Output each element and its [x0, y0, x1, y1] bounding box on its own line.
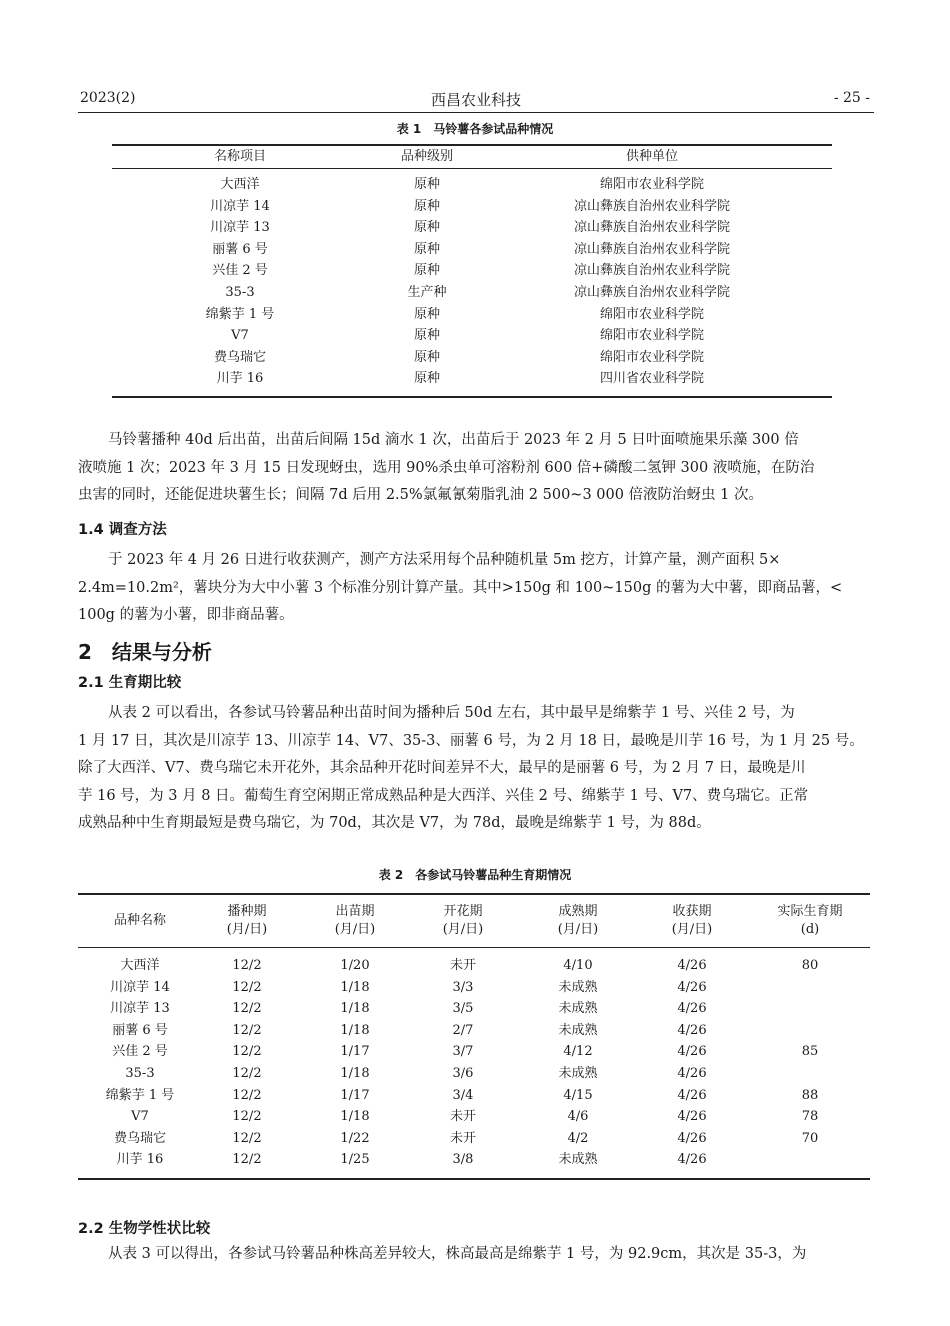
table1-cell: 原种: [413, 177, 440, 192]
table2-cell: 4/26: [677, 1130, 707, 1146]
table2-cell: 4/26: [677, 1044, 707, 1060]
table1-cell: 原种: [413, 349, 440, 365]
table1-cell: 35-3: [225, 285, 255, 300]
table2-cell: 4/26: [677, 1066, 707, 1081]
table2-cell: 4/26: [677, 1109, 707, 1125]
table2-cell: 3/6: [452, 1066, 474, 1081]
table2-cell: 未开: [449, 1109, 476, 1125]
text-line: [78, 548, 878, 569]
table2-cell: 4/26: [677, 1152, 707, 1168]
table1-cell: 原种: [413, 328, 440, 344]
table1-cell: 原种: [413, 241, 440, 257]
table2-cell: 3/8: [452, 1152, 474, 1168]
table2-cell: 丽薯 6 号: [112, 1022, 168, 1038]
table2-cell: 大西洋: [120, 958, 160, 973]
issue-number: 2023(2): [80, 90, 136, 106]
table2-top-rule: [78, 893, 870, 895]
text-line: [78, 811, 878, 832]
table2-cell: 12/2: [232, 1109, 262, 1125]
section-2-2-heading: 2.2 生物学性状比较: [78, 1221, 211, 1237]
table2-cell: 4/26: [677, 1001, 707, 1017]
table2-cell: 兴佳 2 号: [112, 1044, 168, 1060]
table1-cell: V7: [231, 328, 249, 344]
text-line-content: 100g 的薯为小薯，即非商品薯。: [78, 607, 294, 623]
table2-cell: 12/2: [232, 1087, 262, 1103]
table1-cell: 凉山彝族自治州农业科学院: [573, 198, 730, 214]
paragraph-plant-height: [78, 1242, 878, 1263]
table2-cell: 川凉芋 14: [110, 979, 170, 995]
table1-bottom-rule: [112, 396, 832, 398]
table2-cell: 未成熟: [558, 979, 598, 995]
table2-cell: 12/2: [232, 1152, 262, 1168]
table2-cell: 85: [801, 1044, 819, 1060]
table2-column-unit: (月/日): [557, 922, 599, 937]
table1-column-header: 名称项目: [213, 149, 266, 164]
text-line-content: 成熟品种中生育期最短是费乌瑞它，为 70d，其次是 V7，为 78d，最晚是绵紫芋 1 号，为 88d。: [78, 815, 711, 831]
table2-cell: 12/2: [232, 1066, 262, 1081]
table2-cell: 1/18: [340, 1022, 370, 1038]
text-line-content: 1 月 17 日，其次是川凉芋 13、川凉芋 14、V7、35-3、丽薯 6 号，为 2 月 18 日，最晚是川芋 16 号，为 1 月 25 号。: [78, 732, 864, 749]
table2-cell: 未开: [449, 1130, 476, 1146]
table2-cell: 2/7: [452, 1022, 474, 1038]
table1-top-rule: [112, 144, 832, 146]
table2-column-header: 开花期: [443, 904, 483, 919]
table2-cell: 4/12: [563, 1044, 593, 1060]
table1-cell: 川凉芋 13: [210, 220, 270, 236]
table2-column-unit: (月/日): [442, 922, 484, 937]
section-1-4-heading: 1.4 调查方法: [78, 522, 167, 538]
table1-column-header: 供种单位: [625, 149, 678, 164]
text-line: [78, 756, 878, 777]
table2-cell: 12/2: [232, 1130, 262, 1146]
table2-cell: 12/2: [232, 1022, 262, 1038]
table2-column-header: 品种名称: [113, 913, 166, 928]
journal-title: 西昌农业科技: [430, 91, 521, 109]
text-line-content: 除了大西洋、V7、费乌瑞它未开花外，其余品种开花时间差异不大，最早的是丽薯 6 号，为 2 月 7 日，最晚是川: [78, 760, 806, 776]
table2-cell: 1/17: [340, 1044, 370, 1060]
table2-cell: V7: [131, 1109, 149, 1125]
paragraph-plant-height-text: 从表 3 可以得出，各参试马铃薯品种株高差异较大，株高最高是绵紫芋 1 号，为 92.9cm，其次是 35-3，为: [108, 1246, 807, 1262]
table1-cell: 绵紫芋 1 号: [205, 306, 275, 322]
table1-header-rule: [112, 168, 832, 169]
table2-cell: 1/18: [340, 1066, 370, 1081]
table2-cell: 未开: [449, 958, 476, 973]
text-line: [78, 784, 878, 805]
table2-cell: 未成熟: [558, 1152, 598, 1168]
table2-column-header: 实际生育期: [777, 904, 843, 919]
table2-cell: 费乌瑞它: [113, 1130, 166, 1146]
page-number: - 25 -: [833, 90, 870, 106]
table2-caption: 表 2 各参试马铃薯品种生育期情况: [378, 868, 572, 882]
table1-cell: 生产种: [407, 285, 447, 300]
table2-column-unit: (月/日): [334, 922, 376, 937]
text-line: [78, 701, 878, 722]
table1-cell: 费乌瑞它: [213, 349, 266, 365]
table2-cell: 4/6: [567, 1109, 589, 1125]
table1-cell: 凉山彝族自治州农业科学院: [573, 220, 730, 236]
table1-cell: 绵阳市农业科学院: [599, 306, 704, 322]
table2-cell: 3/7: [452, 1044, 474, 1060]
section-2-1-heading: 2.1 生育期比较: [78, 675, 182, 691]
text-line: [78, 456, 878, 477]
table2-cell: 12/2: [232, 958, 262, 973]
section-2-heading: 2 结果与分析: [78, 640, 212, 664]
table2-cell: 12/2: [232, 1001, 262, 1017]
text-line-content: 从表 2 可以看出，各参试马铃薯品种出苗时间为播种后 50d 左右，其中最早是绵紫芋 1 号、兴佳 2 号，为: [108, 705, 795, 721]
table1-cell: 原种: [413, 220, 440, 236]
table2-bottom-rule: [78, 1178, 870, 1180]
table2-cell: 1/18: [340, 1109, 370, 1125]
table2-cell: 1/18: [340, 979, 370, 995]
table2-cell: 4/26: [677, 958, 707, 973]
text-line: [78, 428, 878, 449]
table2-cell: 1/25: [340, 1152, 370, 1168]
table1-cell: 原种: [413, 306, 440, 322]
table1-cell: 凉山彝族自治州农业科学院: [573, 263, 730, 279]
table2-cell: 1/18: [340, 1001, 370, 1017]
table2-cell: 未成熟: [558, 1066, 598, 1081]
table2-cell: 1/17: [340, 1087, 370, 1103]
table2-cell: 4/26: [677, 1087, 707, 1103]
table2-column-unit: (d): [800, 922, 820, 937]
table2-cell: 川芋 16: [116, 1152, 164, 1168]
table2-cell: 88: [801, 1087, 819, 1103]
table2-cell: 12/2: [232, 1044, 262, 1060]
text-line: [78, 603, 878, 624]
table2-cell: 35-3: [125, 1066, 155, 1081]
table2-cell: 3/4: [452, 1087, 474, 1103]
table1-cell: 原种: [413, 198, 440, 214]
table2-column-header: 收获期: [672, 904, 712, 919]
text-line: [78, 483, 878, 504]
table1-cell: 原种: [413, 371, 440, 387]
table2-cell: 川凉芋 13: [110, 1001, 170, 1017]
table1-caption: 表 1 马铃薯各参试品种情况: [396, 122, 554, 136]
table1-cell: 大西洋: [220, 177, 260, 192]
table1-cell: 四川省农业科学院: [599, 371, 704, 387]
table2-cell: 70: [801, 1130, 819, 1146]
table2-column-unit: (月/日): [226, 922, 268, 937]
table1-cell: 丽薯 6 号: [212, 241, 268, 257]
text-line-content: 液喷施 1 次；2023 年 3 月 15 日发现蚜虫，选用 90%杀虫单可溶粉剂 600 倍+磷酸二氢钾 300 液喷施，在防治: [78, 459, 815, 476]
table2-column-header: 播种期: [227, 904, 267, 919]
table2-cell: 未成熟: [558, 1001, 598, 1017]
table1-cell: 川凉芋 14: [210, 198, 270, 214]
table2-cell: 78: [801, 1109, 819, 1125]
text-line-content: 于 2023 年 4 月 26 日进行收获测产，测产方法采用每个品种随机量 5m 挖方，计算产量，测产面积 5×: [108, 552, 781, 568]
table2-column-header: 成熟期: [558, 904, 598, 919]
running-header: [78, 86, 874, 113]
text-line: [78, 729, 878, 750]
table2-cell: 绵紫芋 1 号: [105, 1087, 175, 1103]
table1-cell: 凉山彝族自治州农业科学院: [573, 241, 730, 257]
table2-cell: 4/10: [563, 958, 593, 973]
table2-header-rule: [78, 947, 870, 948]
table2-cell: 4/2: [567, 1130, 589, 1146]
table1-column-header: 品种级别: [400, 149, 453, 164]
text-line: [78, 576, 878, 597]
table2-cell: 3/3: [452, 979, 474, 995]
table2-cell: 4/26: [677, 979, 707, 995]
table1-cell: 凉山彝族自治州农业科学院: [573, 285, 730, 300]
table2-cell: 未成熟: [558, 1022, 598, 1038]
text-line-content: 2.4m=10.2m²，薯块分为大中小薯 3 个标准分别计算产量。其中>150g 和 100~150g 的薯为大中薯，即商品薯，<: [78, 579, 843, 596]
table1-cell: 绵阳市农业科学院: [599, 328, 704, 344]
text-line-content: 芋 16 号，为 3 月 8 日。葡萄生育空闲期正常成熟品种是大西洋、兴佳 2 号、绵紫芋 1 号、V7、费乌瑞它。正常: [78, 787, 809, 804]
table2-cell: 1/22: [340, 1130, 370, 1146]
table2-column-header: 出苗期: [335, 904, 375, 919]
table2-cell: 4/26: [677, 1022, 707, 1038]
table1-cell: 川芋 16: [216, 371, 264, 387]
text-line-content: 马铃薯播种 40d 后出苗，出苗后间隔 15d 滴水 1 次，出苗后于 2023 年 2 月 5 日叶面喷施果乐藻 300 倍: [108, 432, 799, 448]
table2-cell: 1/20: [340, 958, 370, 973]
table2-column-unit: (月/日): [671, 922, 713, 937]
table1-cell: 兴佳 2 号: [212, 263, 268, 279]
table2-cell: 3/5: [452, 1001, 474, 1017]
table1-cell: 绵阳市农业科学院: [599, 177, 704, 192]
text-line-content: 虫害的同时，还能促进块薯生长；间隔 7d 后用 2.5%氯氟氰菊脂乳油 2 500~3 000 倍液防治蚜虫 1 次。: [78, 487, 764, 503]
table1-cell: 原种: [413, 263, 440, 279]
table2-cell: 80: [801, 958, 819, 973]
table1-cell: 绵阳市农业科学院: [599, 349, 704, 365]
table2-cell: 12/2: [232, 979, 262, 995]
table2-cell: 4/15: [563, 1087, 593, 1103]
